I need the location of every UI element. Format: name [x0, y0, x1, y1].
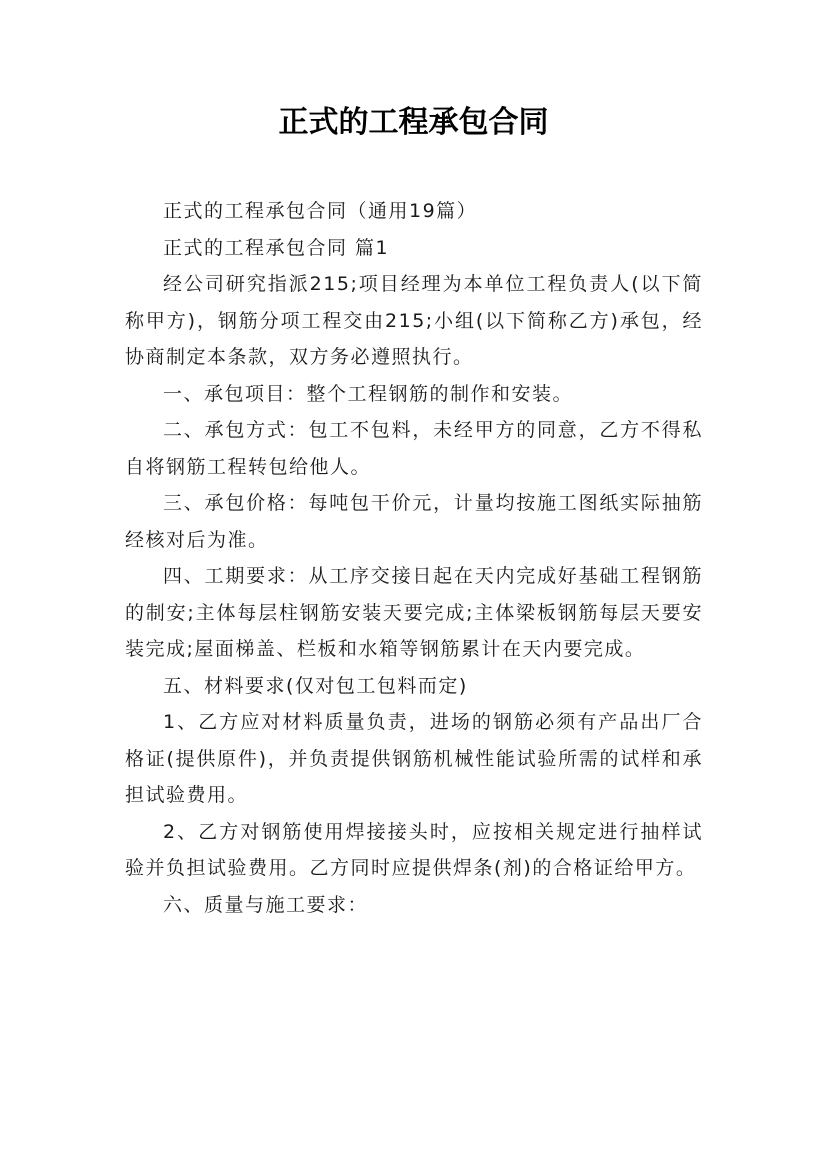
- paragraph-clause-4: 四、工期要求：从工序交接日起在天内完成好基础工程钢筋的制安;主体每层柱钢筋安装天要完成;主体梁板钢筋每层天要安装完成;屋面梯盖、栏板和水箱等钢筋累计在天内要完成。: [125, 565, 703, 660]
- paragraph-clause-5-item-1: 1、乙方应对材料质量负责，进场的钢筋必须有产品出厂合格证(提供原件)，并负责提供钢筋机械性能试验所需的试样和承担试验费用。: [125, 711, 703, 806]
- paragraph-intro: 经公司研究指派215;项目经理为本单位工程负责人(以下简称甲方)，钢筋分项工程交由215;小组(以下简称乙方)承包，经协商制定本条款，双方务必遵照执行。: [125, 273, 703, 368]
- paragraph-subtitle: 正式的工程承包合同（通用19篇）: [163, 200, 478, 222]
- paragraph-clause-5-item-2: 2、乙方对钢筋使用焊接接头时，应按相关规定进行抽样试验并负担试验费用。乙方同时应提供焊条(剂)的合格证给甲方。: [125, 820, 703, 879]
- document-title: 正式的工程承包合同: [278, 105, 549, 140]
- paragraph-clause-2: 二、承包方式：包工不包料，未经甲方的同意，乙方不得私自将钢筋工程转包给他人。: [125, 419, 703, 478]
- paragraph-clause-1: 一、承包项目：整个工程钢筋的制作和安装。: [163, 382, 574, 405]
- paragraph-clause-3: 三、承包价格：每吨包干价元，计量均按施工图纸实际抽筋经核对后为准。: [125, 492, 703, 551]
- paragraph-section-heading: 正式的工程承包合同 篇1: [163, 236, 390, 259]
- document-body: [125, 193, 703, 923]
- paragraph-clause-6: 六、质量与施工要求：: [163, 893, 369, 916]
- paragraph-clause-5: 五、材料要求(仅对包工包料而定): [163, 674, 468, 697]
